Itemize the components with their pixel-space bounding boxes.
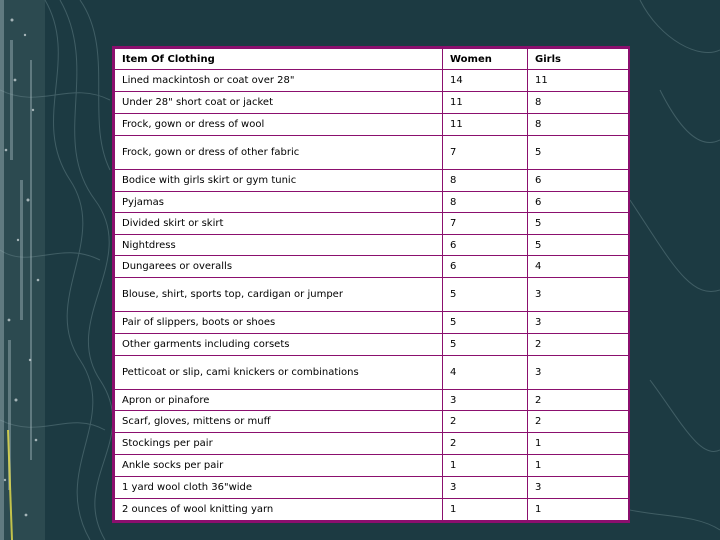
table-row — [115, 312, 629, 334]
cell-item: Other garments including corsets — [115, 334, 443, 356]
cell-girls: 3 — [528, 312, 629, 334]
table-header-row — [115, 49, 629, 70]
cell-women: 4 — [443, 356, 528, 390]
table-row — [115, 170, 629, 192]
table-row — [115, 499, 629, 521]
cell-girls: 11 — [528, 70, 629, 92]
cell-item: Nightdress — [115, 235, 443, 256]
cell-girls: 6 — [528, 170, 629, 192]
cell-women: 8 — [443, 170, 528, 192]
cell-item: Pair of slippers, boots or shoes — [115, 312, 443, 334]
table-row — [115, 92, 629, 114]
cell-girls: 3 — [528, 278, 629, 312]
cell-women: 1 — [443, 455, 528, 477]
cell-item: Lined mackintosh or coat over 28" — [115, 70, 443, 92]
cell-item: Petticoat or slip, cami knickers or combinations — [115, 356, 443, 390]
cell-women: 8 — [443, 192, 528, 213]
table-row — [115, 136, 629, 170]
cell-item: Stockings per pair — [115, 433, 443, 455]
table-row — [115, 411, 629, 433]
table-row — [115, 334, 629, 356]
cell-item: Under 28" short coat or jacket — [115, 92, 443, 114]
cell-girls: 1 — [528, 499, 629, 521]
table-row — [115, 70, 629, 92]
cell-women: 5 — [443, 334, 528, 356]
cell-women: 6 — [443, 256, 528, 278]
cell-girls: 1 — [528, 455, 629, 477]
cell-women: 5 — [443, 312, 528, 334]
table-row — [115, 455, 629, 477]
cell-women: 2 — [443, 433, 528, 455]
cell-girls: 1 — [528, 433, 629, 455]
cell-girls: 5 — [528, 235, 629, 256]
cell-item: Divided skirt or skirt — [115, 213, 443, 235]
cell-women: 2 — [443, 411, 528, 433]
cell-item: Pyjamas — [115, 192, 443, 213]
cell-women: 1 — [443, 499, 528, 521]
data-table — [114, 48, 629, 521]
cell-girls: 5 — [528, 136, 629, 170]
table-row — [115, 477, 629, 499]
table-row — [115, 433, 629, 455]
table-row — [115, 390, 629, 411]
cell-women: 6 — [443, 235, 528, 256]
cell-item: Dungarees or overalls — [115, 256, 443, 278]
cell-girls: 4 — [528, 256, 629, 278]
header-item: Item Of Clothing — [115, 49, 443, 70]
cell-item: Ankle socks per pair — [115, 455, 443, 477]
table-row — [115, 356, 629, 390]
cell-girls: 8 — [528, 114, 629, 136]
cell-item: Frock, gown or dress of other fabric — [115, 136, 443, 170]
cell-item: Apron or pinafore — [115, 390, 443, 411]
cell-girls: 2 — [528, 334, 629, 356]
cell-girls: 8 — [528, 92, 629, 114]
cell-women: 11 — [443, 114, 528, 136]
header-women: Women — [443, 49, 528, 70]
header-girls: Girls — [528, 49, 629, 70]
table-row — [115, 192, 629, 213]
cell-girls: 2 — [528, 411, 629, 433]
table-row — [115, 235, 629, 256]
cell-girls: 5 — [528, 213, 629, 235]
cell-item: Bodice with girls skirt or gym tunic — [115, 170, 443, 192]
cell-women: 7 — [443, 136, 528, 170]
cell-item: 2 ounces of wool knitting yarn — [115, 499, 443, 521]
cell-girls: 2 — [528, 390, 629, 411]
table-row — [115, 213, 629, 235]
table-body — [115, 70, 629, 521]
clothing-coupons-table — [112, 46, 630, 523]
cell-item: Blouse, shirt, sports top, cardigan or jumper — [115, 278, 443, 312]
cell-girls: 6 — [528, 192, 629, 213]
cell-women: 14 — [443, 70, 528, 92]
cell-item: 1 yard wool cloth 36"wide — [115, 477, 443, 499]
cell-girls: 3 — [528, 356, 629, 390]
table-row — [115, 278, 629, 312]
cell-women: 3 — [443, 477, 528, 499]
cell-women: 5 — [443, 278, 528, 312]
cell-women: 3 — [443, 390, 528, 411]
table-row — [115, 114, 629, 136]
table-row — [115, 256, 629, 278]
cell-women: 11 — [443, 92, 528, 114]
cell-item: Scarf, gloves, mittens or muff — [115, 411, 443, 433]
cell-women: 7 — [443, 213, 528, 235]
cell-girls: 3 — [528, 477, 629, 499]
cell-item: Frock, gown or dress of wool — [115, 114, 443, 136]
